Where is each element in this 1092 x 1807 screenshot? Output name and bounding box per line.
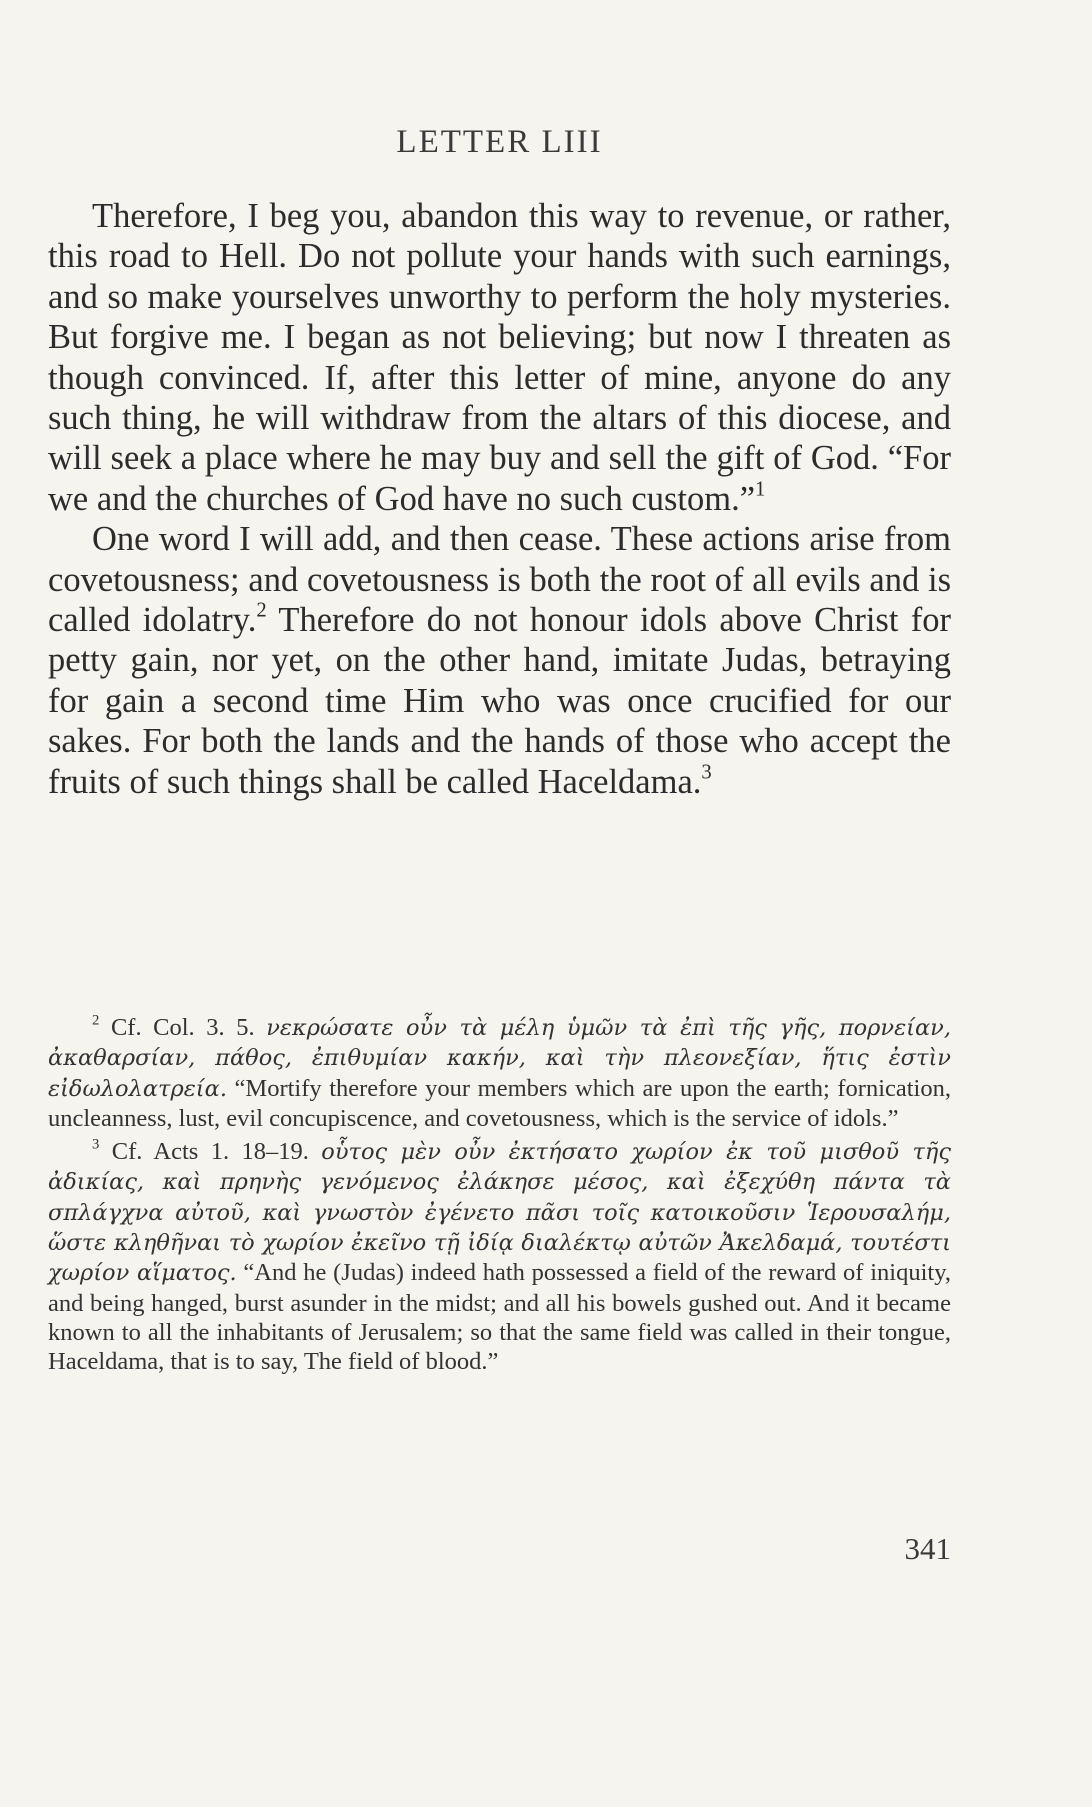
paragraph-2-text-b: Therefore do not honour idols above Christ for petty gain, nor yet, on the other hand, imitate Judas, betraying for gain a second time Him who was once crucified for our sakes. For both the lands and the hands of those who accept the fruits of such things shall be called Haceldama. xyxy=(48,601,951,801)
footnote-greek-text: οὗτος μὲν οὖν ἐκτήσατο χωρίον ἐκ τοῦ μισθοῦ τῆς ἀδικίας, καὶ πρηνὴς γενόμενος ἐλάκησε μέσος, καὶ ἐξεχύθη πάντα τὰ σπλάγχνα αὐτοῦ, καὶ γνωστὸν ἐγένετο πᾶσι τοῖς κατοικοῦσιν Ἱερουσαλήμ, ὥστε κληθῆναι τὸ χωρίον ἐκεῖνο τῇ ἰδίᾳ διαλέκτῳ αὐτῶν Ἀκελδαμά, τουτέστι χωρίον αἵματος. xyxy=(48,1139,951,1287)
footnote-reference: Cf. Col. 3. 5. xyxy=(99,1014,267,1041)
footnote-greek-text: νεκρώσατε οὖν τὰ μέλη ὑμῶν τὰ ἐπὶ τῆς γῆς, πορνείαν, ἀκαθαρσίαν, πάθος, ἐπιθυμίαν κακήν, καὶ τὴν πλεονεξίαν, ἥτις ἐστὶν εἰδωλολατρεία. xyxy=(48,1015,951,1102)
footnote-ref-1: 1 xyxy=(755,478,766,501)
footnote-2 xyxy=(48,1013,951,1133)
footnote-reference: Cf. Acts 1. 18–19. xyxy=(99,1138,322,1166)
footnote-ref-2: 2 xyxy=(256,599,267,622)
footnotes xyxy=(48,1013,951,1381)
footnote-mark: 3 xyxy=(92,1136,100,1153)
page-number: 341 xyxy=(904,1531,951,1566)
footnote-mark: 2 xyxy=(92,1012,100,1029)
footnote-english-text: “Mortify therefore your members which are upon the earth; fornication, uncleanness, lust, evil concupiscence, and covetousness, which is the service of idols.” xyxy=(48,1074,951,1132)
footnote-ref-3: 3 xyxy=(701,761,712,784)
footnote-english-text: “And he (Judas) indeed hath possessed a field of the reward of iniquity, and being hanged, burst asunder in the midst; and all his bowels gushed out. And it became known to all the inhabitants of Jerusalem; so that the same field was called in their tongue, Haceldama, that is to say, The field of blood.” xyxy=(48,1259,951,1376)
paragraph-1 xyxy=(48,196,951,519)
running-head: LETTER LIII xyxy=(396,124,603,160)
paragraph-1-text: Therefore, I beg you, abandon this way to revenue, or rather, this road to Hell. Do not pollute your hands with such earnings, and so make yourselves unworthy to perform the holy mysteries. But forgive me. I began as not believing; but now I threaten as though convinced. If, after this letter of mine, anyone do any such thing, he will withdraw from the altars of this diocese, and will seek a place where he may buy and sell the gift of God. “For we and the churches of God have no such custom.” xyxy=(48,197,951,518)
main-text xyxy=(48,196,951,802)
book-page xyxy=(48,0,951,1807)
paragraph-2-text-a: One word I will add, and then cease. These actions arise from covetousness; and covetousness is both the root of all evils and is called idolatry. xyxy=(48,520,951,640)
footnote-3 xyxy=(48,1137,951,1376)
paragraph-2 xyxy=(48,519,951,802)
